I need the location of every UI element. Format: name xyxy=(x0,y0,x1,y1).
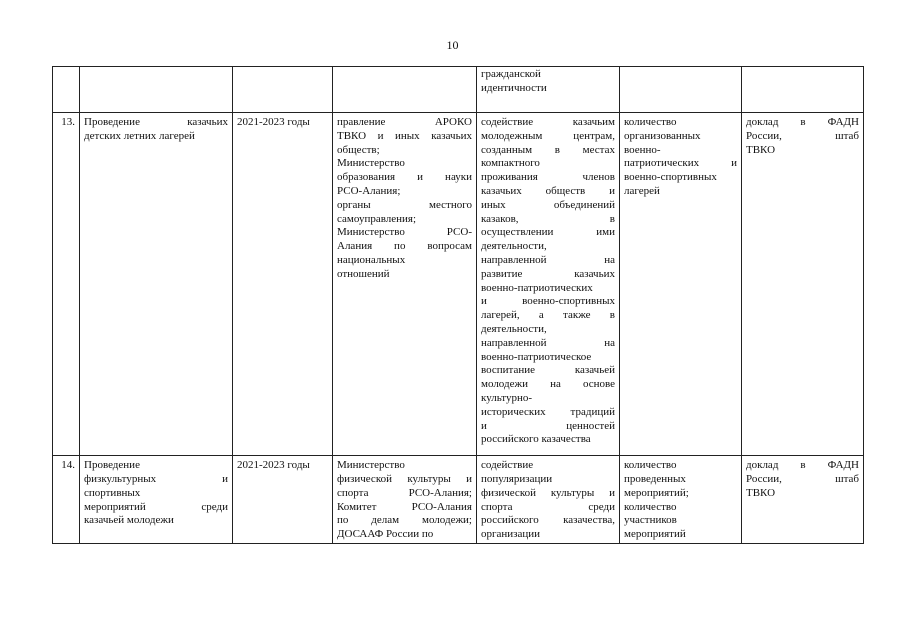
page-number: 10 xyxy=(446,38,459,52)
reporting-cell xyxy=(742,67,864,113)
cell-text-line: детских летних лагерей xyxy=(84,129,195,142)
cell-text-line: направленной на xyxy=(481,253,615,266)
cell-text-line: российского казачества, xyxy=(481,514,615,527)
row-number-cell: 14. xyxy=(53,456,80,544)
cell-text-line: казачьей молодежи xyxy=(84,514,174,527)
cell-text-line: проживания членов xyxy=(481,171,615,184)
result-cell xyxy=(477,67,620,113)
cell-text-line: и военно-спортивных xyxy=(481,295,615,308)
cell-text-line: военно- xyxy=(624,143,661,156)
cell-text-line: физической культуры и xyxy=(481,486,615,499)
cell-text-line: деятельности, xyxy=(481,322,547,335)
cell-text-line: количество xyxy=(624,459,677,472)
cell-text-line: спортивных xyxy=(84,486,141,499)
cell-text-line: Министерство РСО- xyxy=(337,226,472,239)
cell-text-line: идентичности xyxy=(481,81,547,94)
cell-text-line: военно-спортивных xyxy=(624,171,717,184)
cell-text-line: Министерство xyxy=(337,157,405,170)
cell-text-line: Проведение казачьих xyxy=(84,116,228,128)
indicator-cell xyxy=(620,113,742,456)
cell-text-line: обществ; xyxy=(337,143,380,156)
cell-text-line: компактного xyxy=(481,157,540,170)
cell-text-line: ТВКО и иных казачьих xyxy=(337,129,472,142)
cell-text-line: по делам молодежи; xyxy=(337,514,472,527)
cell-text-line: деятельности, xyxy=(481,240,547,253)
cell-text-line: образования и науки xyxy=(337,171,472,184)
event-cell xyxy=(80,456,233,544)
cell-text-line: органы местного xyxy=(337,198,472,211)
reporting-cell xyxy=(742,113,864,456)
cell-text-line: ТВКО xyxy=(746,143,776,156)
executors-cell xyxy=(333,67,477,113)
indicator-cell xyxy=(620,456,742,544)
executors-cell xyxy=(333,456,477,544)
event-cell xyxy=(80,113,233,456)
row-number-cell: 13. xyxy=(53,113,80,456)
cell-text-line: физкультурных и xyxy=(84,472,228,485)
event-cell xyxy=(80,67,233,113)
cell-text-line: популяризации xyxy=(481,472,553,485)
reporting-cell xyxy=(742,456,864,544)
cell-text-line: содействие xyxy=(481,459,534,472)
cell-text-line: проведенных xyxy=(624,472,686,485)
cell-text-line: развитие казачьих xyxy=(481,267,615,280)
cell-text-line: созданным в местах xyxy=(481,143,615,156)
cell-text-line: патриотических и xyxy=(624,157,737,170)
cell-text-line: ДОСААФ России по xyxy=(337,528,434,541)
cell-text-line: спорта РСО-Алания; xyxy=(337,486,472,499)
cell-text-line: иных объединений xyxy=(481,198,615,211)
cell-text-line: культурно- xyxy=(481,391,533,404)
cell-text-line: гражданской xyxy=(481,68,541,80)
cell-text-line: отношений xyxy=(337,267,390,280)
cell-text-line: доклад в ФАДН xyxy=(746,459,859,472)
cell-text-line: лагерей xyxy=(624,184,660,197)
cell-text-line: национальных xyxy=(337,253,406,266)
cell-text-line: Комитет РСО-Алания xyxy=(337,500,472,513)
cell-text-line: доклад в ФАДН xyxy=(746,116,859,128)
cell-text-line: Проведение xyxy=(84,459,140,472)
cell-text-line: Алания по вопросам xyxy=(337,240,472,253)
cell-text-line: ТВКО xyxy=(746,486,776,499)
cell-text-line: мероприятий среди xyxy=(84,500,228,513)
cell-text-line: содействие казачьим xyxy=(481,116,615,128)
row-number-cell xyxy=(53,67,80,113)
table-row xyxy=(53,456,864,544)
cell-text-line: мероприятий; xyxy=(624,486,689,499)
executors-cell xyxy=(333,113,477,456)
cell-text-line: России, штаб xyxy=(746,129,859,142)
cell-text-line: лагерей, а также в xyxy=(481,309,615,322)
cell-text-line: молодежным центрам, xyxy=(481,129,615,142)
cell-text-line: казачьих обществ и xyxy=(481,184,615,197)
years-cell: 2021-2023 годы xyxy=(233,456,333,544)
result-cell xyxy=(477,113,620,456)
cell-text-line: военно-патриотическое xyxy=(481,350,592,363)
result-cell xyxy=(477,456,620,544)
cell-text-line: организованных xyxy=(624,129,701,142)
cell-text-line: мероприятий xyxy=(624,528,686,541)
table-row xyxy=(53,113,864,456)
cell-text-line: организации xyxy=(481,528,541,541)
cell-text-line: исторических традиций xyxy=(481,405,615,418)
cell-text-line: правление АРОКО xyxy=(337,116,472,128)
cell-text-line: количество xyxy=(624,500,677,513)
cell-text-line: казаков, в xyxy=(481,212,615,225)
years-cell: 2021-2023 годы xyxy=(233,113,333,456)
cell-text-line: и ценностей xyxy=(481,419,615,432)
cell-text-line: российского казачества xyxy=(481,433,591,446)
cell-text-line: самоуправления; xyxy=(337,212,417,225)
cell-text-line: спорта среди xyxy=(481,500,615,513)
cell-text-line: осуществлении ими xyxy=(481,226,615,239)
years-cell xyxy=(233,67,333,113)
cell-text-line: Министерство xyxy=(337,459,405,472)
indicator-cell xyxy=(620,67,742,113)
cell-text-line: военно-патриотических xyxy=(481,281,593,294)
cell-text-line: России, штаб xyxy=(746,472,859,485)
cell-text-line: участников xyxy=(624,514,677,527)
cell-text-line: воспитание казачьей xyxy=(481,364,615,377)
cell-text-line: РСО-Алания; xyxy=(337,184,401,197)
table-row xyxy=(53,67,864,113)
cell-text-line: физической культуры и xyxy=(337,472,472,485)
cell-text-line: направленной на xyxy=(481,336,615,349)
cell-text-line: количество xyxy=(624,116,677,128)
cell-text-line: молодежи на основе xyxy=(481,378,615,391)
plan-table xyxy=(52,66,864,544)
